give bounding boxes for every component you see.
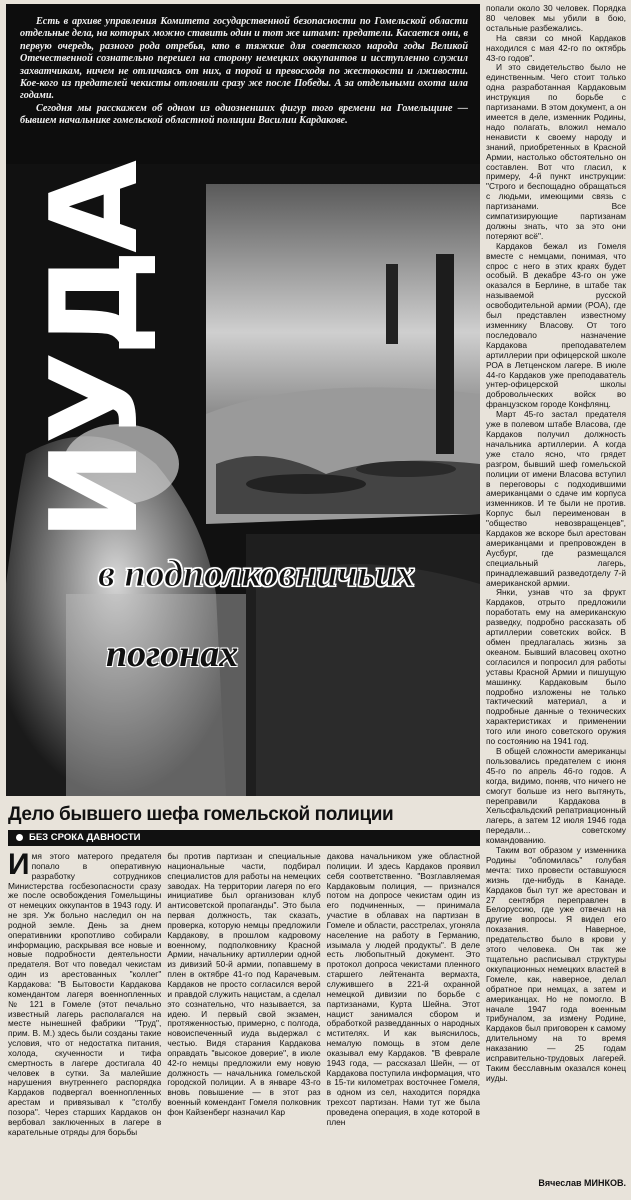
rubric-bar xyxy=(8,830,480,846)
lead-paragraph: Сегодня мы расскажем об одном из одиозненших фигур того времени на Гомельщине — бывшем начальнике гомельской областной полиции Василии Кардакове. xyxy=(20,102,468,127)
right-paragraph: попали около 30 человек. Порядка 80 человек мы убили в бою, остальные разбежались. xyxy=(486,3,626,33)
right-paragraph: И это свидетельство было не единственным. Чего стоит только одна разработанная Кардаковым инструкция по борьбе с партизанами. В этом документ, а он имеется в деле, изменник Родины, надо полагать, вложил немало ненависти к своему народу и знаний, приобретенных в Красной Армии, настолько обстоятельно он составлен. Вот что гласил, к примеру, 4-й пункт инструкции: "Строго и беспощадно обращаться с людьми, имеющими связь с партизанами. Все симпатизирующие партизанам должны знать, что за это они потеряют всё". xyxy=(486,62,626,241)
body-column-2 xyxy=(167,852,320,1192)
right-paragraph: На связи со мной Кардаков находился с мая 42-го по октябрь 43-го годов". xyxy=(486,32,626,63)
bullet-icon xyxy=(16,834,23,841)
subtitle-line-2: погонах xyxy=(106,633,239,675)
rubric-label: БЕЗ СРОКА ДАВНОСТИ xyxy=(29,832,141,843)
right-paragraph: Март 45-го застал предателя уже в полевом штабе Власова, где Кардаков получил должность начальника артиллерии. А когда уже стало ясно, что грядет разгром, бывший шеф гомельской полиции от имени Власова вступил в переговоры с подходившими американцами о сдаче им корпуса изменников. И те были не против. Корпус был переименован в "общество невозвращенцев", Кардаков же вскоре был арестован американцами и препровожден в Аусбург, где размещался специальный лагерь, принадлежавший разведотделу 7-й американской армии. xyxy=(486,409,626,588)
feature-block xyxy=(6,4,480,796)
body-text: дакова начальником уже областной полиции. И здесь Кардаков проявил себя соответственно. "Возглавляемая Кардаковым полиция, — признался потом на допросе чекистам один из его подчиненных, — принимала участие в облавах на партизан в Гомеле и области, расстрелах, угоняла население на работу в Германию, изымала у людей продукты". В деле есть любопытный документ. Это протокол допроса чекистами пленного старшего лейтенанта вермахта, служившего в 221-й охранной немецкой дивизии по борьбе с партизанами, Курта Шейна. Этот нацист занимался сбором и обработкой разведданных о народных мстителях. И как выяснилось, немалую помощь в этом деле оказывал ему Кардаков. "В феврале 1943 года, — рассказал Шейн, — от Кардакова поступила информация, что в 15-ти километрах восточнее Гомеля, в одном из сел, находится порядка трехсот партизан. Нами тут же была проведена операция, в ходе которой в плен xyxy=(326,852,480,1127)
article-deck: Дело бывшего шефа гомельской полиции xyxy=(8,804,394,825)
body-text: бы против партизан и специальные национальные части, подбирал специалистов для работы на немецких заводах. На территории лагеря по его инициативе был организован клуб антисоветской пропаганды". Это была первая должность, так сказать, проверка, которую немцы предложили Кардакову, в прошлом кадровому военному, подполковнику Красной Армии, начальнику артиллерии одной из дивизий 50-й армии, попавшему в плен в октябре 41-го под Карачевым. Кардаков не просто согласился верой и правдой служить нацистам, а сделал это сознательно, что называется, за идею. И первый свой экзамен, протяженностью, примерно, с полгода, новоиспеченный иуда выдержал с честью. Видя старания Кардакова оправдать "высокое доверие", в июле 42-го немцы предложили ему новую должность — начальника гомельской городской полиции. А в январе 43-го вновь повышение — в этот раз военный комендант Гомеля полковник фон Кайзенберг назначил Кар xyxy=(167,852,321,1117)
subtitle-line-1: в подполковничьих xyxy=(98,553,416,595)
body-column-3 xyxy=(327,852,480,1192)
right-paragraph: В общей сложности американцы пользовались предателем с июня 45-го по апрель 46-го годов. А когда, видимо, поняв, что ничего не смогут больше из него вытянуть, переправили Кардакова в Хельсфальдский репатриационный лагерь, а затем 12 июля 1946 года передали... советскому командованию. xyxy=(486,745,626,846)
lead-paragraph: Есть в архиве управления Комитета государственной безопасности по Гомельской области отдельные дела, на которых можно ставить один и тот же штамп: предатели. Касается они, в первую очередь, разного рода отребья, кто в тяжкие для советского народа годы Великой Отечественной сознательно перешел на сторону немецких оккупантов и исступленно служил захватчикам, ничем не отличаясь от них, а порой и превосходя по жестокости и лживости. Кое-кого из предателей чекисты отловили сразу же после Победы. А за отдельными охота шла годами. xyxy=(20,16,468,102)
body-column-1 xyxy=(8,852,161,1192)
author-signature: Вячеслав МИНКОВ. xyxy=(538,1178,626,1188)
body-columns xyxy=(8,852,480,1192)
headline: ИУДА xyxy=(26,164,165,541)
right-paragraph: Янки, узнав что за фрукт Кардаков, отрыто предложили поработать ему на американскую разведку, подробно рассказать об артиллерии советских войск. В обмен предлагалась жизнь за океаном. Бывший власовец охотно согласился и попросил для работы уставы Красной Армии и пишущую машинку. Кардаковым было подробно изложены не только тактический материал, а и подробные данные о технических характеристиках и применении того или иного советского оружия по состоянию на 1941 год. xyxy=(486,587,626,747)
body-text: мя этого матерого предателя попало в оперативную разработку сотрудников Министерства госбезопасности сразу же после освобождения Гомельщины от немецких оккупантов в 1943 году. И не зря. Уж больно наследил он на родной земле. День за днем оперативники кропотливо собирали информацию, раскрывая все новые и новые подробности деятельности предателя. Вот что поведал чекистам один из арестованных "коллег" Кардакова: "В Бытовости Кардакова комендантом лагеря военнопленных № 121 в Гомеле (этот печально известный лагерь располагался на месте нынешней фабрики "Труд", прим. В. М.) здесь были созданы такие условия, что от недостатка питания, холода, скученности и тифа смертность в лагере достигала 40 человек в сутки. За малейшие нарушения внутреннего распорядка Кардаков подвергал военнопленных арестам и привязывал к "столбу позора". Через старших Кардаков он вербовал заключенных в лагере в карательные отряды для борьбы xyxy=(8,852,162,1137)
lead-intro xyxy=(20,16,468,128)
right-paragraph: Кардаков бежал из Гомеля вместе с немцами, понимая, что спрос с него в этих краях будет особый. В декабре 43-го он уже оказался в Берлине, в штабе так называемой русской освободительной армии (РОА), где был представлен известному изменнику Власову. От того последовало назначение Кардакова преподавателем артиллерии при офицерской школе РОА в Летценском лагере. В июле 44-го Кардаков уже преподаватель унтер-офицерской школы добровольческих войск во французском городе Конфлянц. xyxy=(486,240,626,410)
right-paragraph: Таким вот образом у изменника Родины "обломилась" голубая мечта: тихо провести оставшуюся жизнь где-нибудь в Канаде. Кардаков был тут же арестован и 27 сентября переправлен в Белоруссию, где уже отвечал на другие вопросы. Я видел его показания. Наверное, предательство было в крови у этого человека. Он так же тщательно расписывал структуры оккупационных немецких властей в Гомеле, как, наверное, делал обратное при немцах, а затем и американцах. Но не помогло. В начале 1947 года военным трибуналом, за измену Родине, Кардаков был приговорен к самому длительному на то время наказанию — 25 годам исправительно-трудовых лагерей. Таким бесславным оказался конец иуды. xyxy=(486,845,626,1083)
right-column xyxy=(486,4,626,1084)
drop-cap: И xyxy=(8,852,30,881)
